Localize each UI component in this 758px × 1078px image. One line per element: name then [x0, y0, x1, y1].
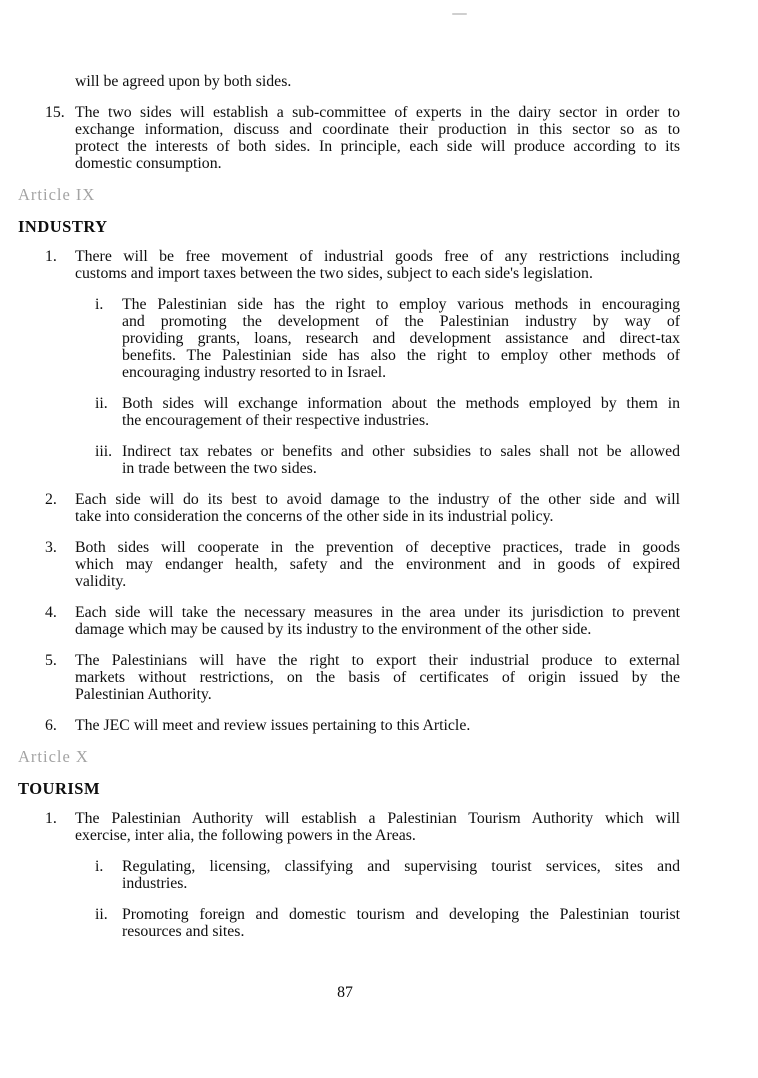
- text-line: Article X: [18, 747, 89, 766]
- list-marker: 3.: [45, 539, 57, 556]
- text-line: exchange information, discuss and coordinate their production in this sector so as to: [75, 121, 680, 138]
- list-marker: 1.: [45, 248, 57, 265]
- text-line: benefits. The Palestinian side has also the right to employ other methods of: [122, 347, 680, 364]
- text-line: take into consideration the concerns of the other side in its industrial policy.: [75, 508, 554, 525]
- paragraph-lines: [75, 539, 680, 590]
- continuation-paragraph: [75, 73, 680, 90]
- list-marker: 1.: [45, 810, 57, 827]
- text-line: Both sides will cooperate in the prevention of deceptive practices, trade in goods: [75, 539, 680, 556]
- text-line: the encouragement of their respective industries.: [122, 412, 430, 429]
- list-marker: 2.: [45, 491, 57, 508]
- text-line: damage which may be caused by its industry to the environment of the other side.: [75, 621, 592, 638]
- list-marker: i.: [95, 858, 104, 875]
- text-line: Both sides will exchange information about the methods employed by them in: [122, 395, 680, 412]
- section-heading: [18, 780, 680, 797]
- paragraph-lines: [122, 296, 680, 381]
- list-marker: ii.: [95, 906, 108, 923]
- numbered-list-item: [45, 652, 680, 703]
- text-line: Palestinian Authority.: [75, 686, 212, 703]
- roman-list-item: [95, 443, 680, 477]
- paragraph-lines: [75, 604, 680, 638]
- numbered-list-item: [45, 104, 680, 172]
- text-line: markets without restrictions, on the basis of certificates of origin issued by the: [75, 669, 680, 686]
- text-line: Article IX: [18, 185, 96, 204]
- list-marker: 6.: [45, 717, 57, 734]
- text-line: The Palestinian side has the right to employ various methods in encouraging: [122, 296, 680, 313]
- text-line: providing grants, loans, research and development assistance and direct-tax: [122, 330, 680, 347]
- paragraph-lines: [75, 810, 680, 844]
- text-line: in trade between the two sides.: [122, 460, 317, 477]
- text-line: Promoting foreign and domestic tourism and developing the Palestinian tourist: [122, 906, 680, 923]
- article-label: [18, 186, 680, 203]
- list-marker: 5.: [45, 652, 57, 669]
- text-line: The JEC will meet and review issues pertaining to this Article.: [75, 717, 471, 734]
- paragraph-lines: [75, 104, 680, 172]
- paragraph-lines: [75, 248, 680, 282]
- list-marker: 4.: [45, 604, 57, 621]
- text-line: Indirect tax rebates or benefits and other subsidies to sales shall not be allowed: [122, 443, 680, 460]
- text-line: The Palestinian Authority will establish a Palestinian Tourism Authority which will: [75, 810, 680, 827]
- text-line: resources and sites.: [122, 923, 245, 940]
- text-line: customs and import taxes between the two sides, subject to each side's legislation.: [75, 265, 593, 282]
- text-line: which may endanger health, safety and the environment and in goods of expired: [75, 556, 680, 573]
- text-line: validity.: [75, 573, 127, 590]
- section-heading: [18, 218, 680, 235]
- text-line: The Palestinians will have the right to export their industrial produce to external: [75, 652, 680, 669]
- scan-artifact: [452, 13, 467, 15]
- text-line: Regulating, licensing, classifying and supervising tourist services, sites and: [122, 858, 680, 875]
- page-number: 87: [337, 984, 353, 1001]
- text-line: and promoting the development of the Palestinian industry by way of: [122, 313, 680, 330]
- roman-list-item: [95, 296, 680, 381]
- paragraph-lines: [75, 491, 680, 525]
- list-marker: iii.: [95, 443, 113, 460]
- roman-list-item: [95, 906, 680, 940]
- numbered-list-item: [45, 248, 680, 282]
- paragraph-lines: [122, 443, 680, 477]
- article-label: [18, 748, 680, 765]
- numbered-list-item: [45, 604, 680, 638]
- paragraph-lines: [122, 395, 680, 429]
- numbered-list-item: [45, 810, 680, 844]
- text-line: protect the interests of both sides. In principle, each side will produce according to its: [75, 138, 680, 155]
- text-line: exercise, inter alia, the following powers in the Areas.: [75, 827, 416, 844]
- text-line: industries.: [122, 875, 188, 892]
- roman-list-item: [95, 858, 680, 892]
- numbered-list-item: [45, 539, 680, 590]
- paragraph-lines: [18, 218, 680, 235]
- text-line: encouraging industry resorted to in Israel.: [122, 364, 387, 381]
- paragraph-lines: [75, 73, 680, 90]
- text-line: domestic consumption.: [75, 155, 222, 172]
- text-line: Each side will do its best to avoid damage to the industry of the other side and will: [75, 491, 680, 508]
- text-line: INDUSTRY: [18, 217, 108, 236]
- document-body: [0, 73, 758, 940]
- text-line: There will be free movement of industrial goods free of any restrictions including: [75, 248, 680, 265]
- paragraph-lines: [75, 717, 680, 734]
- list-marker: ii.: [95, 395, 108, 412]
- paragraph-lines: [122, 906, 680, 940]
- text-line: The two sides will establish a sub-committee of experts in the dairy sector in order to: [75, 104, 680, 121]
- paragraph-lines: [122, 858, 680, 892]
- text-line: Each side will take the necessary measures in the area under its jurisdiction to prevent: [75, 604, 680, 621]
- roman-list-item: [95, 395, 680, 429]
- text-line: will be agreed upon by both sides.: [75, 73, 292, 90]
- list-marker: 15.: [45, 104, 65, 121]
- numbered-list-item: [45, 717, 680, 734]
- numbered-list-item: [45, 491, 680, 525]
- list-marker: i.: [95, 296, 104, 313]
- text-line: TOURISM: [18, 779, 101, 798]
- paragraph-lines: [18, 780, 680, 797]
- paragraph-lines: [18, 748, 680, 765]
- paragraph-lines: [18, 186, 680, 203]
- paragraph-lines: [75, 652, 680, 703]
